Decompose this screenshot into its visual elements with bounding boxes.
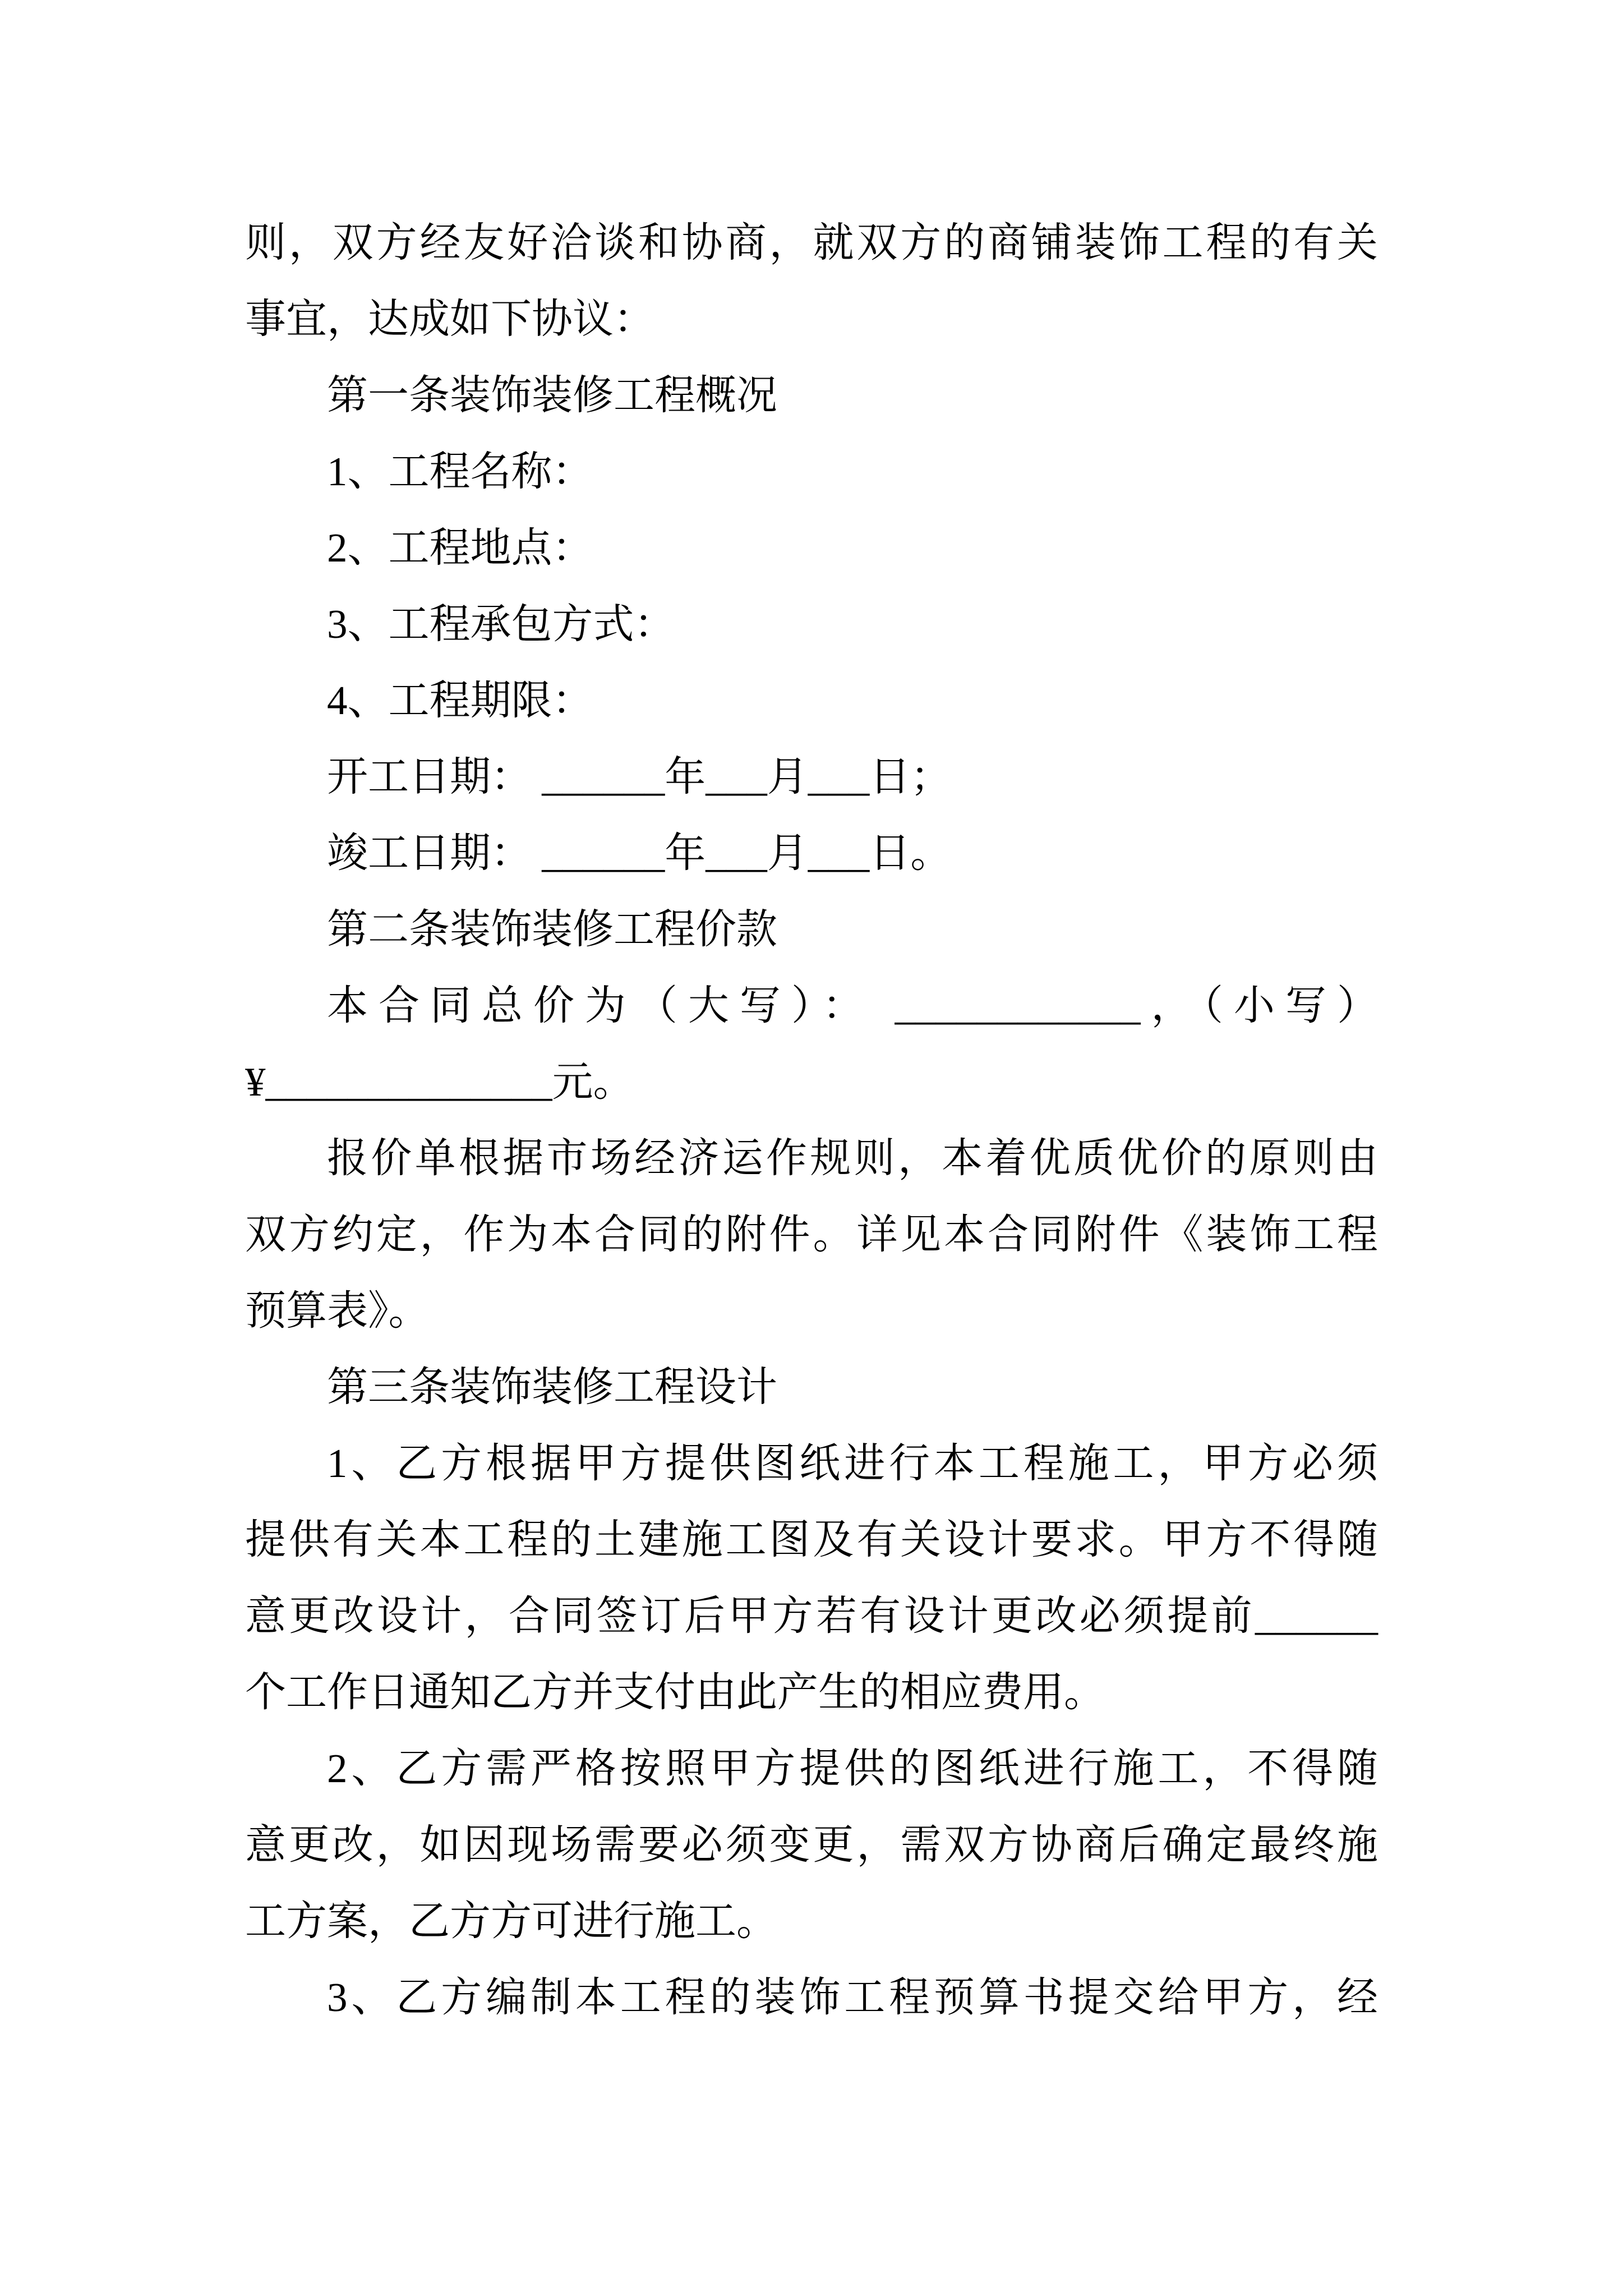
paragraph-quotation-line-1: 报价单根据市场经济运作规则，本着优质优价的原则由 xyxy=(327,1135,1378,1181)
item-project-name: 1、工程名称： xyxy=(327,449,593,494)
clause-3-3-line-1: 3、乙方编制本工程的装饰工程预算书提交给甲方，经 xyxy=(327,1975,1378,2020)
item-project-duration: 4、工程期限： xyxy=(327,678,593,723)
paragraph-preamble-line-1: 则，双方经友好洽谈和协商，就双方的商铺装饰工程的有关 xyxy=(245,220,1378,265)
paragraph-preamble-line-2: 事宜，达成如下协议： xyxy=(245,296,654,342)
contract-text-block xyxy=(245,205,1378,2036)
line-total-price-capital: 本合同总价为（大写）： ____________，（小写） xyxy=(327,983,1378,1028)
paragraph-quotation-line-3: 预算表》。 xyxy=(245,1288,430,1333)
item-project-location: 2、工程地点： xyxy=(327,525,593,570)
clause-3-1-line-1: 1、乙方根据甲方提供图纸进行本工程施工，甲方必须 xyxy=(327,1441,1378,1486)
clause-3-2-line-3: 工方案，乙方方可进行施工。 xyxy=(245,1898,777,1944)
clause-3-1-line-4: 个工作日通知乙方并支付由此产生的相应费用。 xyxy=(245,1669,1105,1715)
clause-3-2-line-2: 意更改，如因现场需要必须变更，需双方协商后确定最终施 xyxy=(245,1822,1378,1867)
line-start-date: 开工日期： ______年___月___日； xyxy=(327,754,952,799)
clause-3-1-line-2: 提供有关本工程的土建施工图及有关设计要求。甲方不得随 xyxy=(245,1517,1378,1562)
article-2-heading: 第二条装饰装修工程价款 xyxy=(327,907,777,952)
line-completion-date: 竣工日期： ______年___月___日。 xyxy=(327,830,952,876)
line-total-price-numeric: ¥______________元。 xyxy=(245,1059,634,1105)
article-3-heading: 第三条装饰装修工程设计 xyxy=(327,1364,777,1410)
item-contract-method: 3、工程承包方式： xyxy=(327,601,675,647)
clause-3-2-line-1: 2、乙方需严格按照甲方提供的图纸进行施工，不得随 xyxy=(327,1746,1378,1791)
paragraph-quotation-line-2: 双方约定，作为本合同的附件。详见本合同附件《装饰工程 xyxy=(245,1212,1378,1257)
clause-3-1-line-3: 意更改设计，合同签订后甲方若有设计更改必须提前______ xyxy=(245,1593,1378,1639)
article-1-heading: 第一条装饰装修工程概况 xyxy=(327,372,777,418)
